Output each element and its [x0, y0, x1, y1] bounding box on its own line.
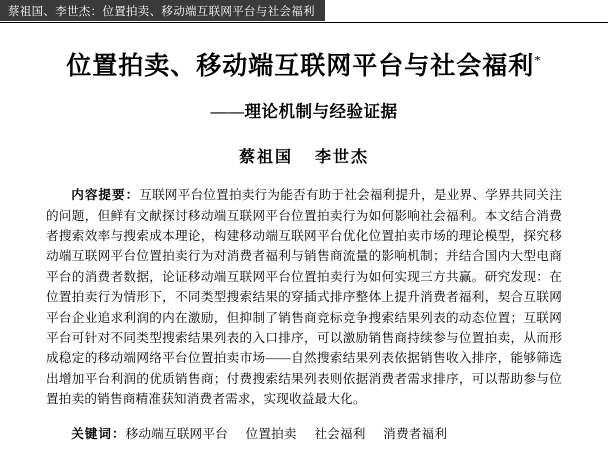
keyword-1: 移动端互联网平台: [125, 426, 228, 441]
keyword-4: 消费者福利: [383, 426, 448, 441]
article-subtitle: ——理论机制与经验证据: [210, 102, 398, 122]
author-1: 蔡祖国: [238, 149, 293, 167]
title-text: 位置拍卖、移动端互联网平台与社会福利: [66, 53, 535, 80]
keywords-line: [46, 424, 562, 444]
author-2: 李世杰: [315, 149, 370, 167]
keyword-3: 社会福利: [314, 426, 366, 441]
running-head-text: 蔡祖国、李世杰：位置拍卖、移动端互联网平台与社会福利: [0, 0, 325, 21]
page-title: [46, 51, 562, 82]
abstract-paragraph: [46, 185, 562, 409]
article-content: [0, 51, 608, 444]
title-footnote-marker: *: [534, 52, 542, 68]
abstract-label: 内容提要：: [71, 188, 140, 203]
keywords-label: 关键词：: [71, 426, 126, 441]
author-list: [46, 144, 562, 167]
running-head-bar: [0, 0, 608, 23]
keyword-2: 位置拍卖: [245, 426, 297, 441]
abstract-text: 互联网平台位置拍卖行为能否有助于社会福利提升，是业界、学界共同关注的问题，但鲜有文献探讨移动端互联网平台位置拍卖行为如何影响社会福利。本文结合消费者搜索效率与搜索成本理论，构建移动端互联网平台优化位置拍卖市场的理论模型，探究移动端互联网平台位置拍卖行为对消费者福利与销售商流量的影响机制；并结合国内大型电商平台的消费者数据，论证移动端互联网平台位置拍卖行为如何实现三方共赢。研究发现：在位置拍卖行为情形下，不同类型搜索结果的穿插式排序整体上提升消费者福利，契合互联网平台企业追求利润的内在激励，但抑制了销售商竞标竞争搜索结果列表的动态位置；互联网平台可针对不同类型搜索结果列表的入口排序，可以激励销售商持续参与位置拍卖，从而形成稳定的移动端网络平台位置拍卖市场——自然搜索结果列表依据销售收入排序，能够筛选出增加平台利润的优质销售商；付费搜索结果列表则依据消费者需求排序，可以帮助参与位置拍卖的销售商精准获知消费者需求，实现收益最大化。: [46, 188, 562, 407]
